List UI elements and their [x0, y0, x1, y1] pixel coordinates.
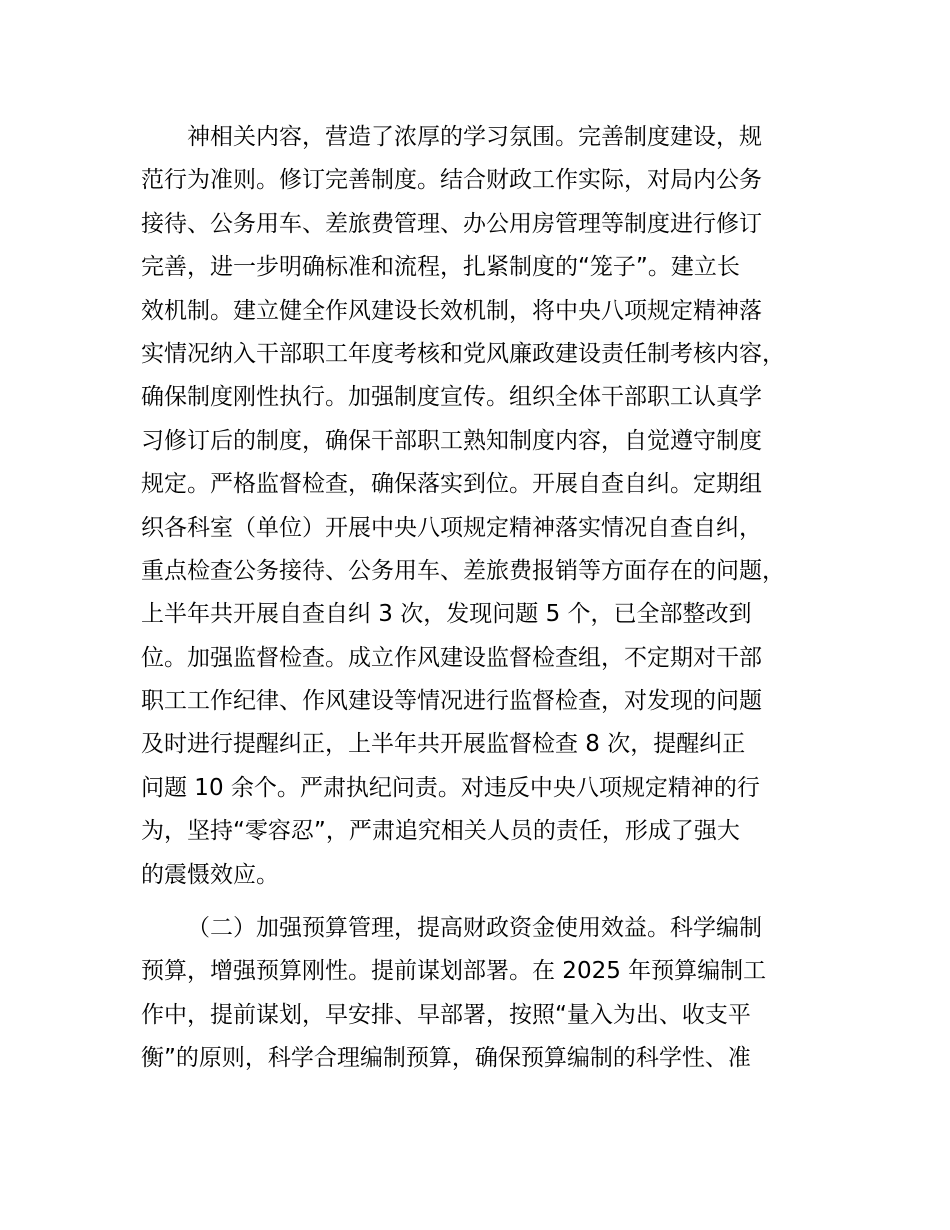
paragraph-2 [141, 907, 841, 1081]
text-line: 预算，增强预算刚性。提前谋划部署。在 2025 年预算编制工 [141, 958, 767, 985]
text-line: 完善，进一步明确标准和流程，扎紧制度的“笼子”。建立长 [141, 254, 740, 281]
paragraph-1 [141, 116, 841, 897]
text-line: 习修订后的制度，确保干部职工熟知制度内容，自觉遵守制度 [141, 427, 762, 454]
text-line: 确保制度刚性执行。加强制度宣传。组织全体干部职工认真学 [141, 384, 762, 411]
text-line: 神相关内容，营造了浓厚的学习氛围。完善制度建设，规 [187, 124, 762, 150]
text-line: 织各科室（单位）开展中央八项规定精神落实情况自查自纠， [141, 514, 762, 541]
text-line: 位。加强监督检查。成立作风建设监督检查组，不定期对干部 [141, 644, 762, 671]
text-line: 职工工作纪律、作风建设等情况进行监督检查，对发现的问题 [141, 688, 762, 715]
text-line: 规定。严格监督检查，确保落实到位。开展自查自纠。定期组 [141, 471, 762, 498]
text-line: （二）加强预算管理，提高财政资金使用效益。科学编制 [187, 915, 762, 941]
text-line: 问题 10 余个。严肃执纪问责。对违反中央八项规定精神的行 [141, 774, 760, 801]
text-line: 为，坚持“零容忍”，严肃追究相关人员的责任，形成了强大 [141, 818, 740, 845]
text-line: 实情况纳入干部职工年度考核和党风廉政建设责任制考核内容， [141, 340, 785, 367]
text-line: 上半年共开展自查自纠 3 次，发现问题 5 个，已全部整改到 [141, 601, 752, 628]
text-line: 及时进行提醒纠正，上半年共开展监督检查 8 次，提醒纠正 [141, 731, 746, 758]
text-line: 作中，提前谋划，早安排、早部署，按照“量入为出、收支平 [141, 1001, 751, 1028]
text-line: 重点检查公务接待、公务用车、差旅费报销等方面存在的问题， [141, 557, 785, 584]
text-line: 效机制。建立健全作风建设长效机制，将中央八项规定精神落 [141, 297, 762, 324]
text-line: 范行为准则。修订完善制度。结合财政工作实际，对局内公务 [141, 167, 762, 194]
text-line: 接待、公务用车、差旅费管理、办公用房管理等制度进行修订 [141, 210, 762, 237]
text-line: 的震慑效应。 [141, 861, 279, 888]
text-line: 衡”的原则，科学合理编制预算，确保预算编制的科学性、准 [141, 1045, 751, 1072]
